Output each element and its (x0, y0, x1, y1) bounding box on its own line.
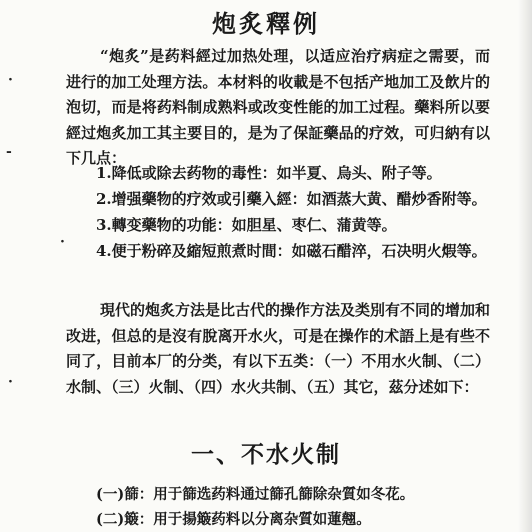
point-item: 2.增强藥物的疗效或引藥入經：如酒蒸大黄、醋炒香附等。 (96, 190, 487, 208)
definitions-list (96, 482, 496, 532)
point-item: 3.轉变藥物的功能：如胆星、枣仁、蒲黄等。 (96, 216, 397, 234)
points-list (66, 160, 490, 264)
intro-paragraph: “炮炙”是药料經过加热处理，以适应治疗病症之需要，而进行的加工处理方法。本材料的收載是不包括产地加工及飲片的泡切，而是将药料制成熟料或改变性能的加工过程。藥料所以要經过炮炙加工其主要目的，是为了保証藥品的疗效，可归納有以下几点： (66, 47, 490, 167)
section-heading: 一、不水火制 (191, 441, 341, 468)
margin-speck: · (8, 374, 13, 390)
definition-item: (一)篩：用于篩选药料通过篩孔篩除杂質如冬花。 (96, 486, 415, 503)
margin-speck: · (60, 234, 65, 250)
point-item: 4.便于粉碎及縮短煎煮时間：如磁石醋淬，石决明火煆等。 (96, 242, 487, 260)
point-item: 1.降低或除去药物的毒性：如半夏、烏头、附子等。 (96, 164, 442, 182)
modern-methods-paragraph: 現代的炮炙方法是比古代的操作方法及类別有不同的增加和改进，但总的是沒有脫离开水火，可是在操作的术語上是有些不同了，目前本厂的分类，有以下五类：（一）不用水火制、（二）水制、（三）火制、（四）水火共制、（五）其它，茲分述如下： (66, 301, 491, 396)
margin-speck: · (8, 72, 13, 88)
page-title: 炮炙釋例 (212, 9, 320, 38)
definition-item: (二)簸：用于揚簸药料以分离杂質如蓮翹。 (96, 511, 371, 528)
margin-speck: - (6, 144, 12, 160)
